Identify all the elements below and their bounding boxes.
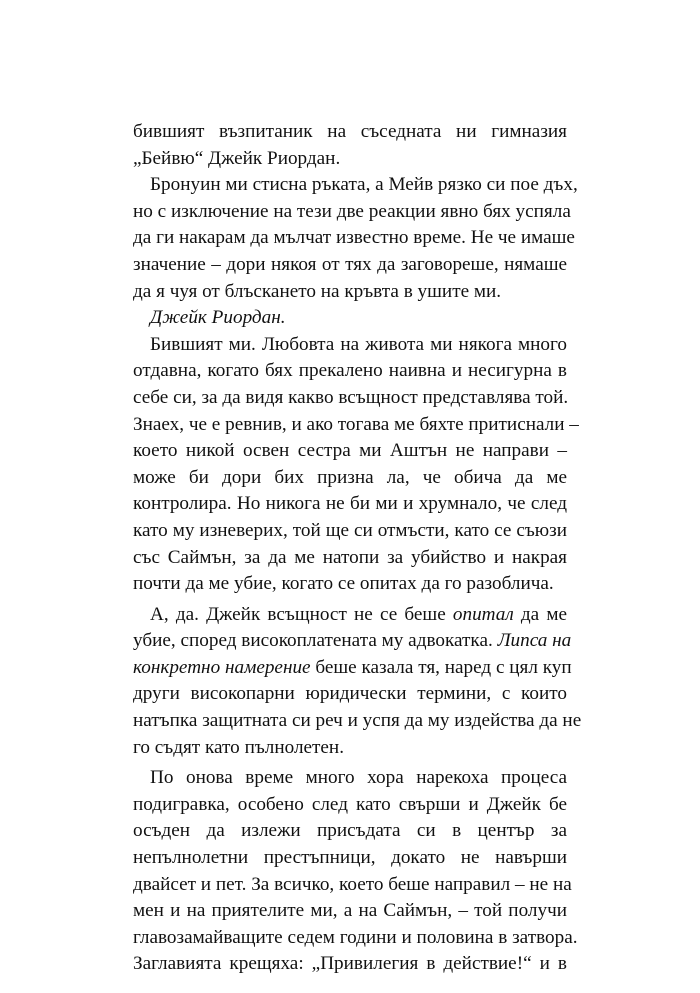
- text-run: убие, според високоплатената му адвокатка.: [133, 630, 498, 652]
- text-line: [133, 412, 579, 439]
- text-run: го съдят като пълнолетен.: [133, 736, 344, 758]
- text-run: непълнолетни престъпници, докато не навърши: [133, 847, 567, 869]
- text-line: [133, 172, 578, 199]
- text-line: [133, 925, 578, 952]
- text-line: [133, 438, 567, 465]
- text-run: мен и на приятелите ми, а на Саймън, – той получи: [133, 900, 567, 922]
- text-line: [133, 655, 572, 682]
- text-run: себе си, за да видя какво всъщност представлява той.: [133, 386, 569, 408]
- italic-text: опитал: [452, 603, 514, 625]
- text-line: [133, 225, 575, 252]
- text-line: [133, 872, 572, 899]
- text-line: [133, 571, 567, 598]
- text-line: [133, 332, 567, 359]
- text-line: [133, 681, 567, 708]
- text-run: осъден да излежи присъдата си в център за: [133, 820, 567, 842]
- text-line: [133, 602, 567, 629]
- text-run: А, да. Джейк всъщност не се беше: [150, 603, 453, 625]
- text-line: [133, 951, 567, 978]
- text-line: [133, 518, 567, 545]
- text-run: но с изключение на тези две реакции явно бях успяла: [133, 200, 571, 222]
- text-line: [133, 119, 567, 146]
- text-run: Бившият ми. Любовта на живота ми някога много: [150, 333, 567, 355]
- text-run: двайсет и пет. За всичко, което беше направил – не на: [133, 873, 572, 895]
- text-run: бившият възпитаник на съседната ни гимназия: [133, 121, 567, 142]
- text-run: беше казала тя, наред с цял куп: [310, 656, 572, 678]
- text-run: други високопарни юридически термини, с които: [133, 683, 567, 705]
- text-run: Заглавията крещяха: „Привилегия в действие!“ и в: [133, 953, 567, 975]
- text-run: натъпка защитната си реч и успя да му издейства да не: [133, 710, 582, 732]
- text-run: подигравка, особено след като свърши и Джейк бе: [133, 793, 567, 815]
- text-line: [133, 465, 567, 492]
- text-line: [133, 385, 567, 412]
- text-run: По онова време много хора нарекоха процеса: [150, 767, 567, 789]
- text-run: значение – дори някоя от тях да заговореше, нямаше: [133, 253, 567, 275]
- text-run: почти да ме убие, когато се опитах да го разоблича.: [133, 573, 554, 595]
- text-run: може би дори бих призна ла, че обича да ме: [133, 466, 567, 488]
- text-line: [133, 252, 567, 279]
- text-line: [133, 279, 567, 306]
- text-run: „Бейвю“ Джейк Риордан.: [133, 147, 341, 169]
- text-line: [133, 358, 567, 385]
- italic-text: Джейк Риордан.: [150, 307, 286, 329]
- text-line: [133, 765, 567, 792]
- text-run: което никой освен сестра ми Аштън не направи –: [133, 440, 567, 462]
- text-line: [133, 199, 571, 226]
- italic-text: конкретно намерение: [133, 656, 311, 678]
- text-line: [133, 628, 572, 655]
- italic-text: Липса на: [497, 630, 572, 652]
- text-line: [133, 545, 567, 572]
- text-run: Бронуин ми стисна ръката, а Мейв рязко си пое дъх,: [150, 174, 578, 196]
- text-line: [133, 708, 582, 735]
- text-line: [133, 818, 567, 845]
- text-line: [133, 491, 567, 518]
- text-run: като му изневерих, той ще си отмъсти, като се съюзи: [133, 519, 567, 541]
- text-run: контролира. Но никога не би ми и хрумнало, че след: [133, 493, 567, 515]
- text-run: отдавна, когато бях прекалено наивна и несигурна в: [133, 360, 567, 382]
- text-run: да ги накарам да мълчат известно време. Не че имаше: [133, 227, 575, 249]
- text-line: [133, 898, 567, 925]
- text-run: със Саймън, за да ме натопи за убийство и накрая: [133, 546, 567, 568]
- text-run: да я чуя от блъскането на кръвта в ушите ми.: [133, 280, 502, 302]
- text-line: [133, 305, 567, 332]
- text-run: Знаех, че е ревнив, и ако тогава ме бяхте притиснали –: [133, 413, 579, 435]
- text-line: [133, 146, 567, 173]
- text-line: [133, 845, 567, 872]
- text-line: [133, 792, 567, 819]
- text-run: главозамайващите седем години и половина в затвора.: [133, 926, 578, 948]
- text-line: [133, 735, 567, 762]
- body-text: [133, 119, 582, 978]
- text-run: да ме: [513, 603, 568, 625]
